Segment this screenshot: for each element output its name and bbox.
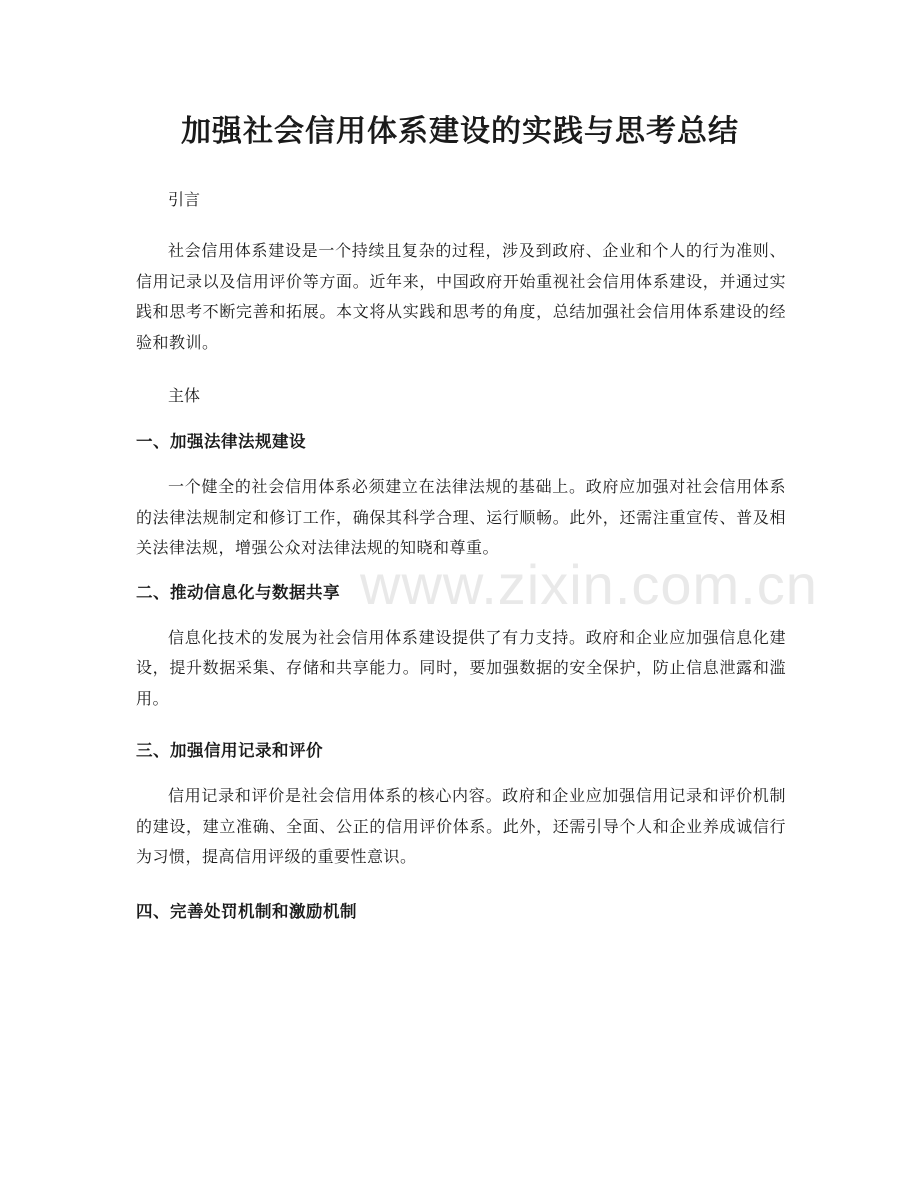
section-paragraph-3: 信用记录和评价是社会信用体系的核心内容。政府和企业应加强信用记录和评价机制的建设，建立准确、全面、公正的信用评价体系。此外，还需引导个人和企业养成诚信行为习惯，提高信用评级的重要性意识。 [136,786,786,866]
intro-paragraph: 社会信用体系建设是一个持续且复杂的过程，涉及到政府、企业和个人的行为准则、信用记录以及信用评价等方面。近年来，中国政府开始重视社会信用体系建设，并通过实践和思考不断完善和拓展。本文将从实践和思考的角度，总结加强社会信用体系建设的经验和教训。 [136,241,786,352]
section-paragraph-1: 一个健全的社会信用体系必须建立在法律法规的基础上。政府应加强对社会信用体系的法律法规制定和修订工作，确保其科学合理、运行顺畅。此外，还需注重宣传、普及相关法律法规，增强公众对法律法规的知晓和尊重。 [136,477,786,557]
section-heading-3: 三、加强信用记录和评价 [136,741,323,760]
intro-label: 引言 [168,190,201,209]
section-heading-4: 四、完善处罚机制和激励机制 [136,901,357,921]
watermark: www.zixin.com.cn [360,553,818,616]
section-heading-2: 二、推动信息化与数据共享 [136,582,340,602]
document-body [136,181,786,929]
section-heading-1: 一、加强法律法规建设 [136,432,306,451]
section-paragraph-2: 信息化技术的发展为社会信用体系建设提供了有力支持。政府和企业应加强信息化建设，提升数据采集、存储和共享能力。同时，要加强数据的安全保护，防止信息泄露和滥用。 [136,627,786,708]
document-title: 加强社会信用体系建设的实践与思考总结 [181,114,739,149]
body-label: 主体 [168,386,201,405]
